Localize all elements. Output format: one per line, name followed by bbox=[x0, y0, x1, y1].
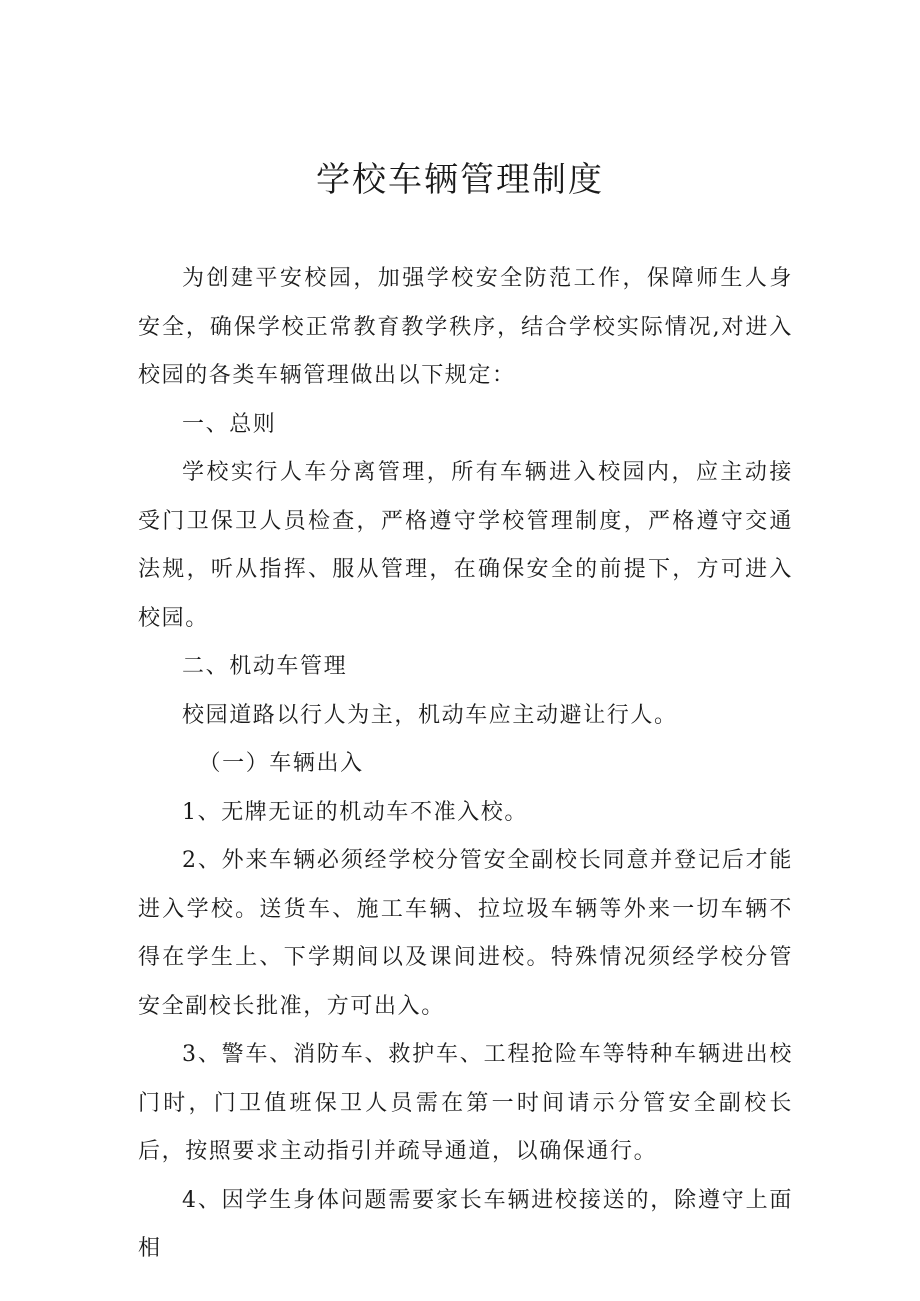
document-title: 学校车辆管理制度 bbox=[316, 160, 604, 200]
intro-paragraph: 为创建平安校园，加强学校安全防范工作，保障师生人身安全，确保学校正常教育教学秩序，结合学校实际情况,对进入校园的各类车辆管理做出以下规定： bbox=[138, 266, 793, 388]
rule-item-3: 3、警车、消防车、救护车、工程抢险车等特种车辆进出校门时，门卫值班保卫人员需在第一时间请示分管安全副校长后，按照要求主动指引并疏导通道，以确保通行。 bbox=[138, 1042, 793, 1164]
motor-vehicles-paragraph: 校园道路以行人为主，机动车应主动避让行人。 bbox=[182, 702, 678, 728]
rule-item-2: 2、外来车辆必须经学校分管安全副校长同意并登记后才能进入学校。送货车、施工车辆、拉垃圾车辆等外来一切车辆不得在学生上、下学期间以及课间进校。特殊情况须经学校分管安全副校长批准，方可出入。 bbox=[138, 848, 793, 1019]
section-heading-general: 一、总则 bbox=[182, 411, 277, 437]
general-paragraph: 学校实行人车分离管理，所有车辆进入校园内，应主动接受门卫保卫人员检查，严格遵守学校管理制度，严格遵守交通法规，听从指挥、服从管理，在确保安全的前提下，方可进入校园。 bbox=[138, 460, 793, 631]
document-body bbox=[138, 255, 793, 1274]
rule-item-4: 4、因学生身体问题需要家长车辆进校接送的，除遵守上面相 bbox=[138, 1187, 793, 1261]
section-heading-motor-vehicles: 二、机动车管理 bbox=[182, 654, 348, 679]
subsection-heading-vehicle-access: （一）车辆出入 bbox=[198, 751, 364, 776]
rule-item-1: 1、无牌无证的机动车不准入校。 bbox=[182, 799, 528, 825]
